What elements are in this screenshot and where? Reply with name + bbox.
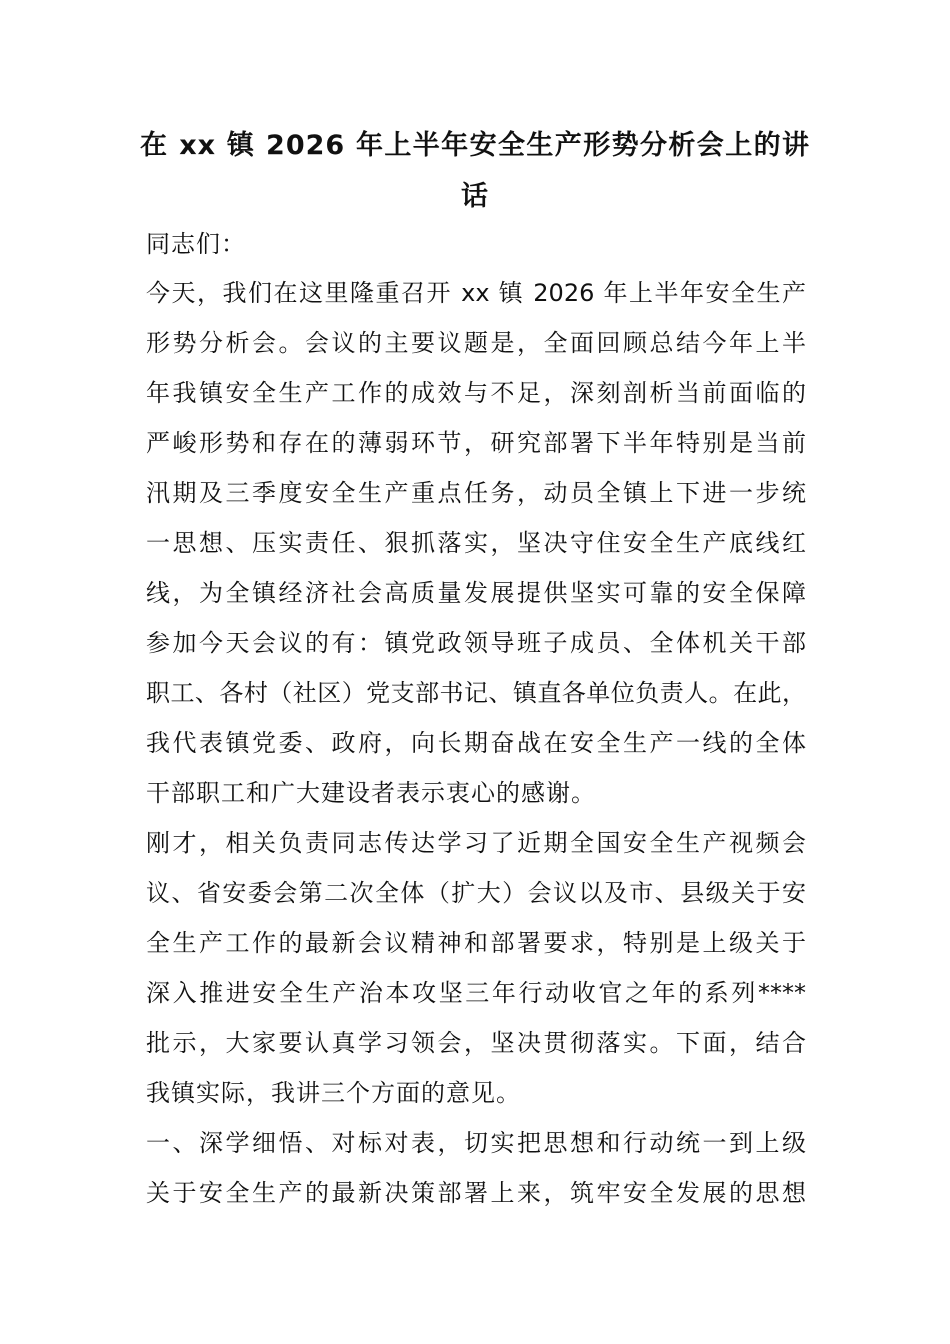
body-line: 批示，大家要认真学习领会，坚决贯彻落实。下面，结合: [146, 1029, 806, 1057]
body-line: 一思想、压实责任、狠抓落实，坚决守住安全生产底线红: [146, 529, 806, 557]
document-title-line-2: 话: [461, 181, 489, 212]
body-line: 严峻形势和存在的薄弱环节，研究部署下半年特别是当前: [146, 429, 806, 457]
body-line: 干部职工和广大建设者表示衷心的感谢。: [146, 779, 596, 807]
body-line: 刚才，相关负责同志传达学习了近期全国安全生产视频会: [146, 829, 806, 857]
body-line: 线，为全镇经济社会高质量发展提供坚实可靠的安全保障: [146, 579, 806, 607]
document-title-line-1: 在 xx 镇 2026 年上半年安全生产形势分析会上的讲: [140, 130, 810, 161]
section-heading-line: 一、深学细悟、对标对表，切实把思想和行动统一到上级: [146, 1129, 806, 1157]
body-line: 全生产工作的最新会议精神和部署要求，特别是上级关于: [146, 929, 806, 957]
body-line: 形势分析会。会议的主要议题是，全面回顾总结今年上半: [146, 329, 806, 357]
salutation: 同志们：: [146, 230, 246, 258]
body-line: 深入推进安全生产治本攻坚三年行动收官之年的系列****: [146, 979, 806, 1007]
body-line: 我镇实际，我讲三个方面的意见。: [146, 1079, 521, 1107]
body-line: 议、省安委会第二次全体（扩大）会议以及市、县级关于安: [146, 879, 806, 907]
body-line: 我代表镇党委、政府，向长期奋战在安全生产一线的全体: [146, 729, 806, 757]
body-line: 汛期及三季度安全生产重点任务，动员全镇上下进一步统: [146, 479, 806, 507]
body-line: 参加今天会议的有：镇党政领导班子成员、全体机关干部: [146, 629, 806, 657]
body-line: 职工、各村（社区）党支部书记、镇直各单位负责人。在此，: [146, 679, 806, 707]
body-line: 今天，我们在这里隆重召开 xx 镇 2026 年上半年安全生产: [146, 279, 806, 307]
body-line: 年我镇安全生产工作的成效与不足，深刻剖析当前面临的: [146, 379, 806, 407]
section-heading-line: 关于安全生产的最新决策部署上来，筑牢安全发展的思想: [146, 1179, 806, 1207]
